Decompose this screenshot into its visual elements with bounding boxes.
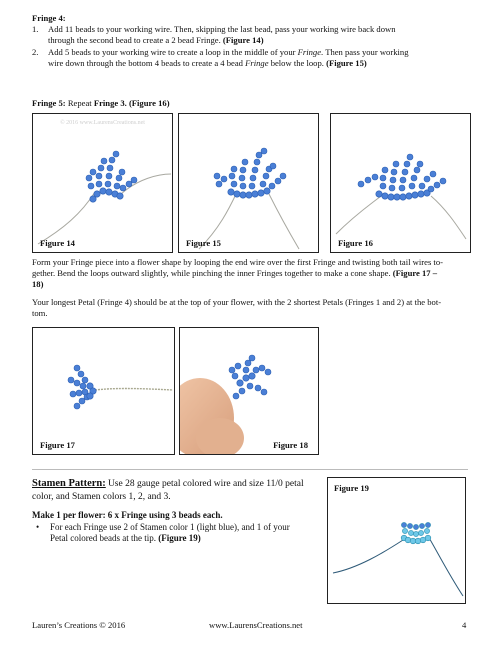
fringe4-step2 [32, 47, 472, 69]
para1-line2: gether. Bend the loops outward slightly, while pinching the inner Fringes together to make a cone shape. [32, 268, 391, 278]
step-number: 1. [32, 24, 39, 34]
stamen-title: Stamen Pattern: [32, 478, 106, 489]
figure-15-photo [178, 113, 319, 253]
fringe5-line [32, 98, 170, 109]
watermark: © 2016 www.LaurensCreations.net [60, 120, 145, 126]
figure-15-label: Figure 15 [186, 238, 221, 248]
footer-copyright: Lauren’s Creations © 2016 [32, 620, 126, 630]
step1-ref: (Figure 14) [222, 35, 264, 45]
section-divider [32, 469, 468, 470]
fringe-photo-16 [331, 114, 471, 253]
step2-text-a2: . Then pass your working [321, 47, 409, 57]
step2-text-b2: below the loop. [270, 58, 324, 68]
figure-14-label: Figure 14 [40, 238, 75, 248]
fringe5-heading: Fringe 5: [32, 98, 66, 108]
stamen-line1: Use 28 gauge petal colored wire and size 11/0 petal [107, 479, 304, 489]
step2-ref: (Figure 15) [326, 58, 367, 68]
footer-page-number: 4 [462, 620, 467, 630]
step2-em: Fringe [297, 47, 322, 57]
step-number: 2. [32, 47, 39, 57]
fringe5-ref1: Fringe 3. [93, 98, 127, 108]
para1-ref: (Figure 17 – [392, 268, 438, 278]
step1-text-b: through the second bead to create a 2 bead Fringe. [48, 35, 221, 45]
paragraph-shape-instructions [32, 257, 474, 290]
figure-19-label: Figure 19 [334, 483, 369, 493]
figure-16-label: Figure 16 [338, 238, 373, 248]
fringe5-text: Repeat [67, 98, 92, 108]
bullet-ref: (Figure 19) [158, 533, 201, 543]
fringe-photo-15 [179, 114, 319, 253]
fringe4-step1 [32, 24, 472, 46]
para1-line3: 18) [32, 279, 44, 289]
fringe5-ref2: (Figure 16) [128, 98, 170, 108]
step2-em2: Fringe [245, 58, 269, 68]
bullet-mark: • [36, 522, 40, 532]
figure-17-photo [32, 327, 175, 455]
stamen-intro [32, 477, 322, 503]
stamen-bullet [32, 522, 322, 544]
figure-19-photo [327, 477, 466, 604]
bullet-line1: For each Fringe use 2 of Stamen color 1 (light blue), and 1 of your [50, 522, 290, 532]
figure-14-photo [32, 113, 173, 253]
figure-17-label: Figure 17 [40, 440, 75, 450]
para1-line1: Form your Fringe piece into a flower shape by looping the end wire over the first Fringe and twisting both tail wires to- [32, 257, 443, 267]
para2-line1: Your longest Petal (Fringe 4) should be at the top of your flower, with the 2 shortest Petals (Fringes 1 and 2) at the bot- [32, 297, 442, 307]
bullet-line2: Petal colored beads at the tip. [50, 533, 156, 543]
stamen-photo-19 [328, 478, 466, 604]
figure-18-label: Figure 18 [273, 440, 308, 450]
step1-text-a: Add 11 beads to your working wire. Then, skipping the last bead, pass your working wire back down [48, 24, 396, 34]
paragraph-petal-order [32, 297, 474, 319]
step2-text-a: Add 5 beads to your working wire to create a loop in the middle of your [48, 47, 296, 57]
figure-18-photo [179, 327, 319, 455]
figure-16-photo [330, 113, 471, 253]
stamen-make: Make 1 per flower: 6 x Fringe using 3 beads each. [32, 510, 223, 520]
footer-website: www.LaurensCreations.net [209, 620, 303, 630]
flower-photo-18 [180, 328, 319, 455]
fringe-photo-14 [33, 114, 173, 253]
fringe4-heading: Fringe 4: [32, 13, 66, 23]
para2-line2: tom. [32, 308, 48, 318]
flower-photo-17 [33, 328, 175, 455]
stamen-line2: color, and Stamen colors 1, 2, and 3. [32, 492, 171, 502]
step2-text-b: wire down through the bottom 4 beads to create a 4 bead [48, 58, 243, 68]
